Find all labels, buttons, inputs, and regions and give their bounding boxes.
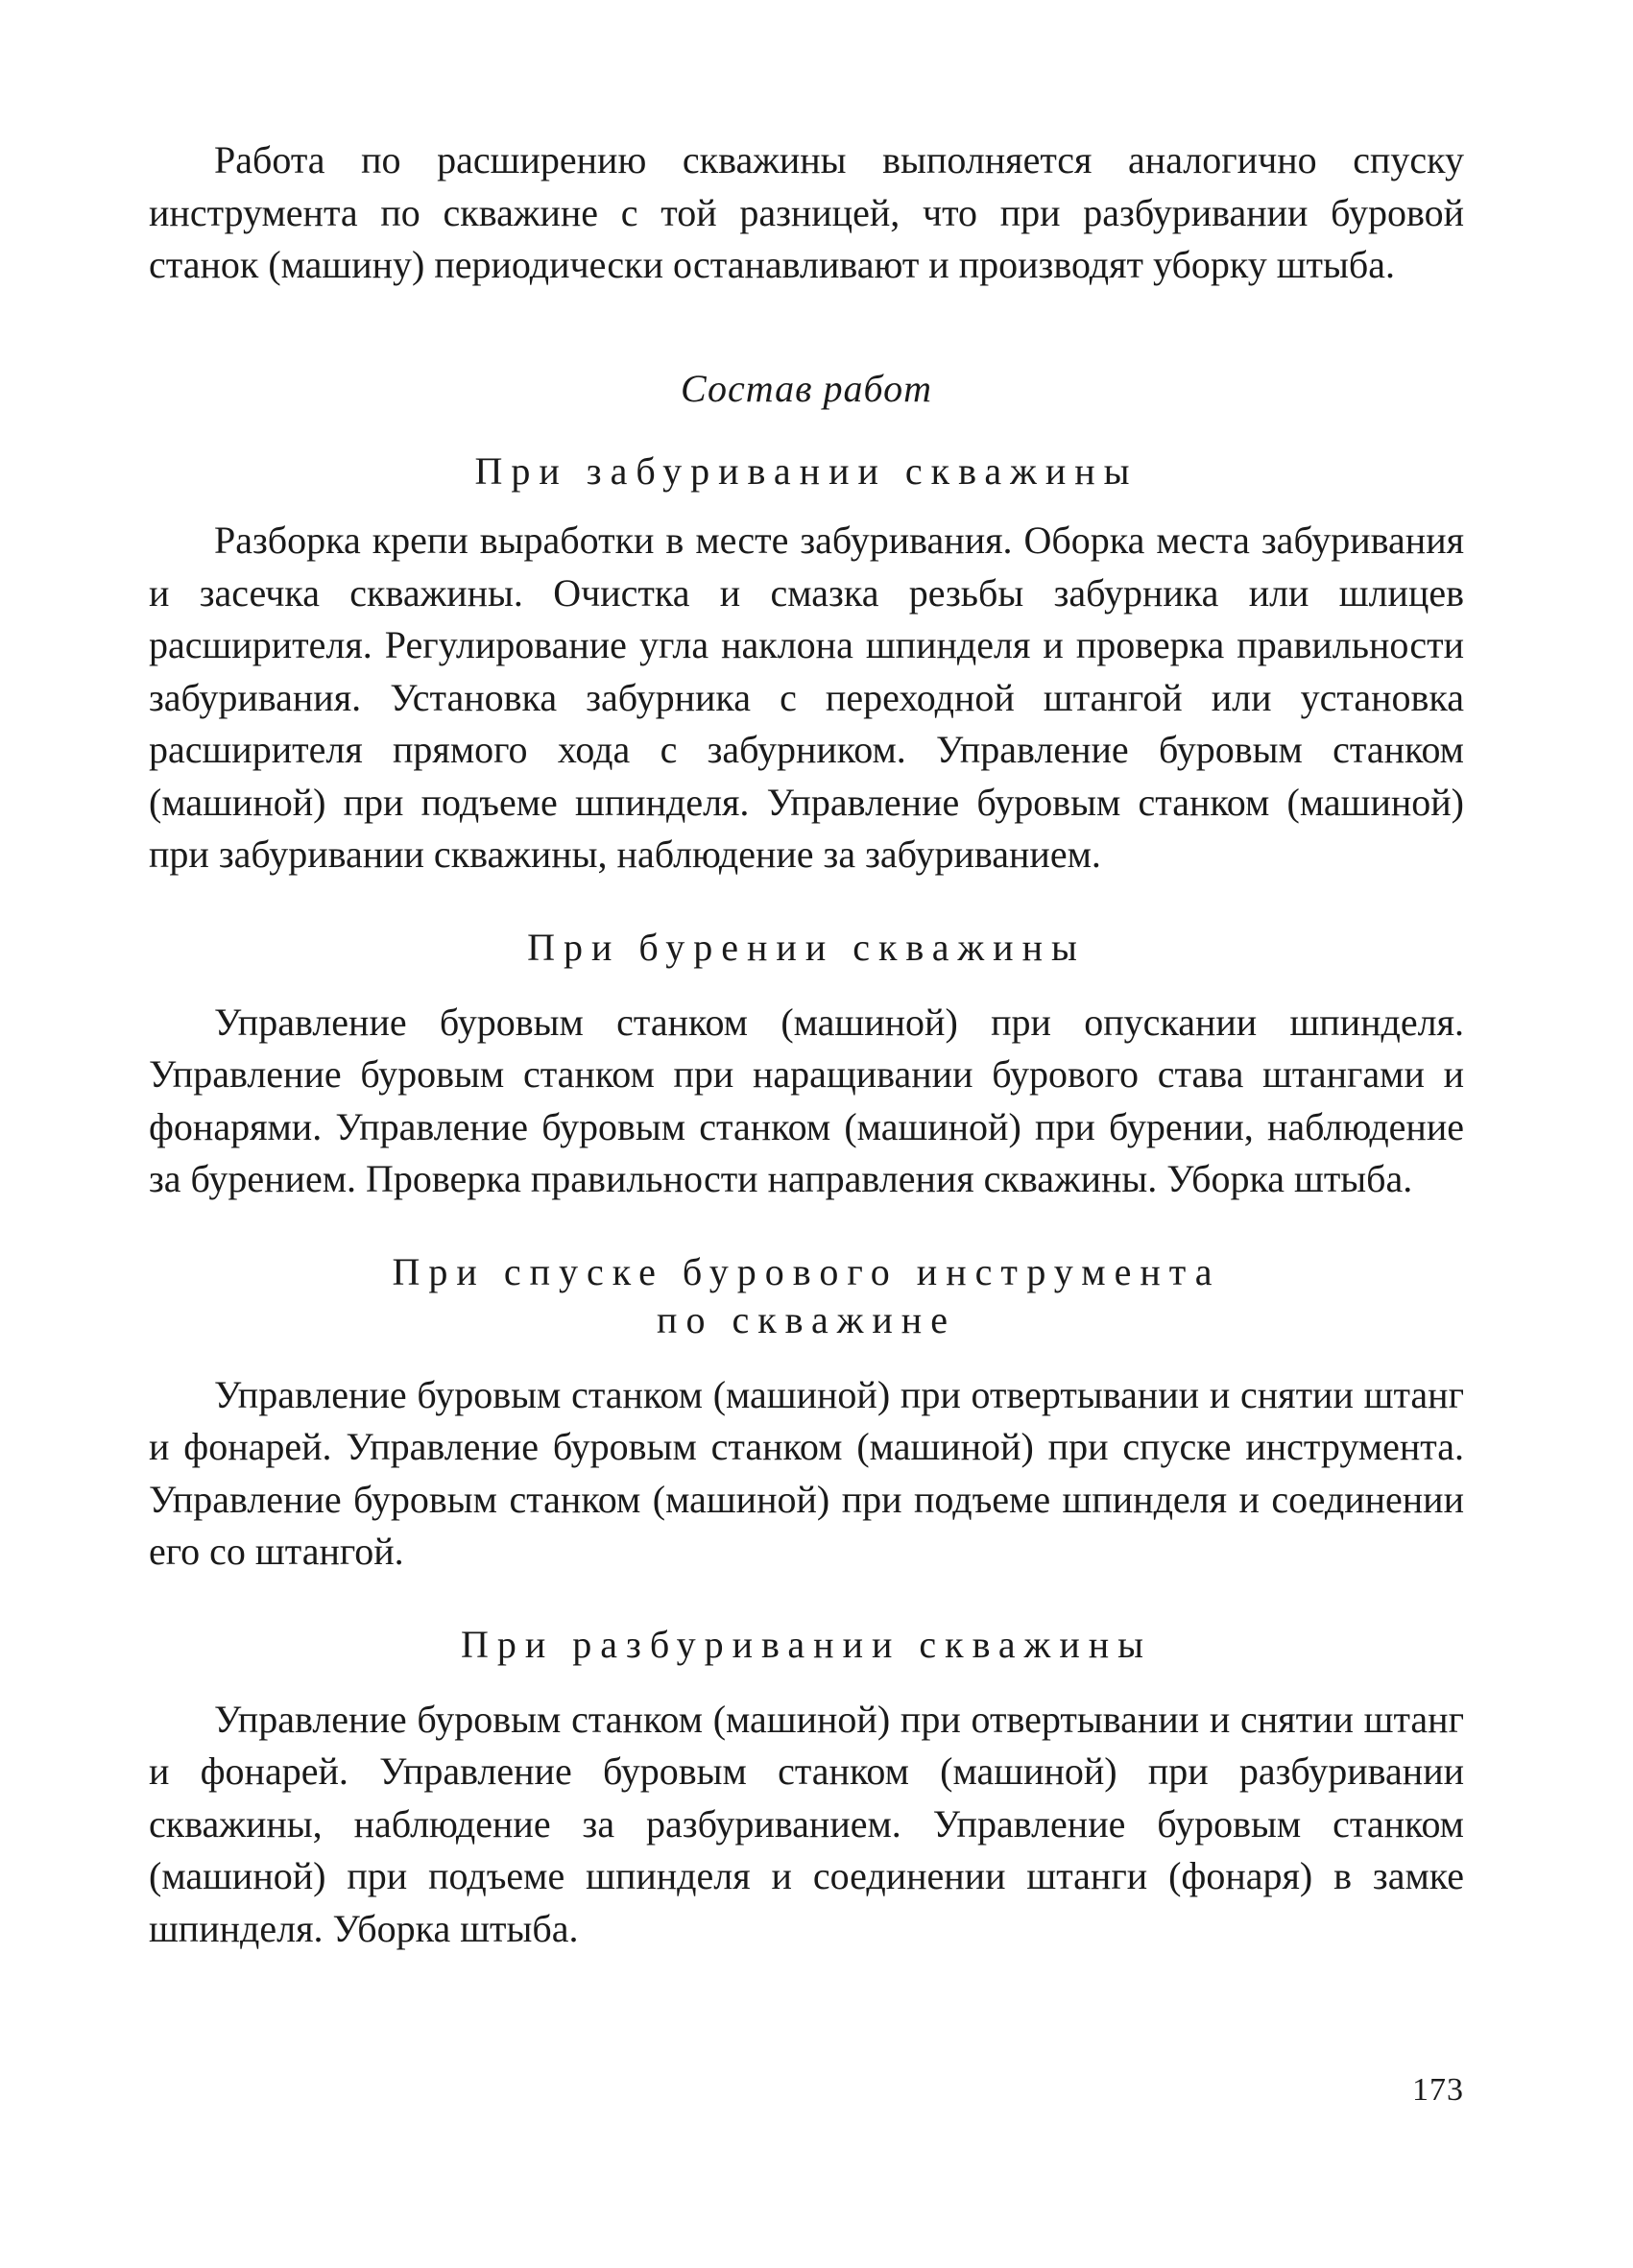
document-page xyxy=(149,134,1464,2199)
subsection-text-drilling-start: Разборка крепи выработки в месте забуривания. Оборка места забуривания и засечка скважины. Очистка и смазка резьбы забурника или шлицев расширителя. Регулирование угла наклона шпинделя и проверка правильности забуривания. Установка забурника с переходной штангой или установка расширителя прямого хода с забурником. Управление буровым станком (машиной) при подъеме шпинделя. Управление буровым станком (машиной) при забуривании скважины, наблюдение за забуриванием. xyxy=(149,519,1464,876)
subsection-heading-line2: по скважине xyxy=(657,1297,956,1341)
section-title: Состав работ xyxy=(681,366,932,410)
subsection-heading-line1: При спуске бурового инструмента xyxy=(392,1249,1221,1293)
subsection-heading-drilling: При бурении скважины xyxy=(527,925,1086,969)
subsection-text-drilling: Управление буровым станком (машиной) при опускании шпинделя. Управление буровым станком при наращивании бурового става штангами и фонарями. Управление буровым станком (машиной) при бурении, наблюдение за бурением. Проверка правильности направления скважины. Уборка штыба. xyxy=(149,1000,1464,1200)
subsection-text-tool-descent: Управление буровым станком (машиной) при отвертывании и снятии штанг и фонарей. Управление буровым станком (машиной) при спуске инструмента. Управление буровым станком (машиной) при подъеме шпинделя и соединении его со штангой. xyxy=(149,1372,1464,1573)
subsection-heading-reaming: При разбуривании скважины xyxy=(460,1622,1153,1666)
intro-paragraph: Работа по расширению скважины выполняется аналогично спуску инструмента по скважине с той разницей, что при разбуривании буровой станок (машину) периодически останавливают и производят уборку штыба. xyxy=(149,138,1464,286)
page-number: 173 xyxy=(1412,2072,1464,2108)
subsection-text-reaming: Управление буровым станком (машиной) при отвертывании и снятии штанг и фонарей. Управление буровым станком (машиной) при разбуривании скважины, наблюдение за разбуриванием. Управление буровым станком (машиной) при подъеме шпинделя и соединении штанги (фонаря) в замке шпинделя. Уборка штыба. xyxy=(149,1697,1464,1950)
subsection-heading-drilling-start: При забуривании скважины xyxy=(474,449,1139,493)
subsection-heading-tool-descent xyxy=(149,1248,1464,1344)
